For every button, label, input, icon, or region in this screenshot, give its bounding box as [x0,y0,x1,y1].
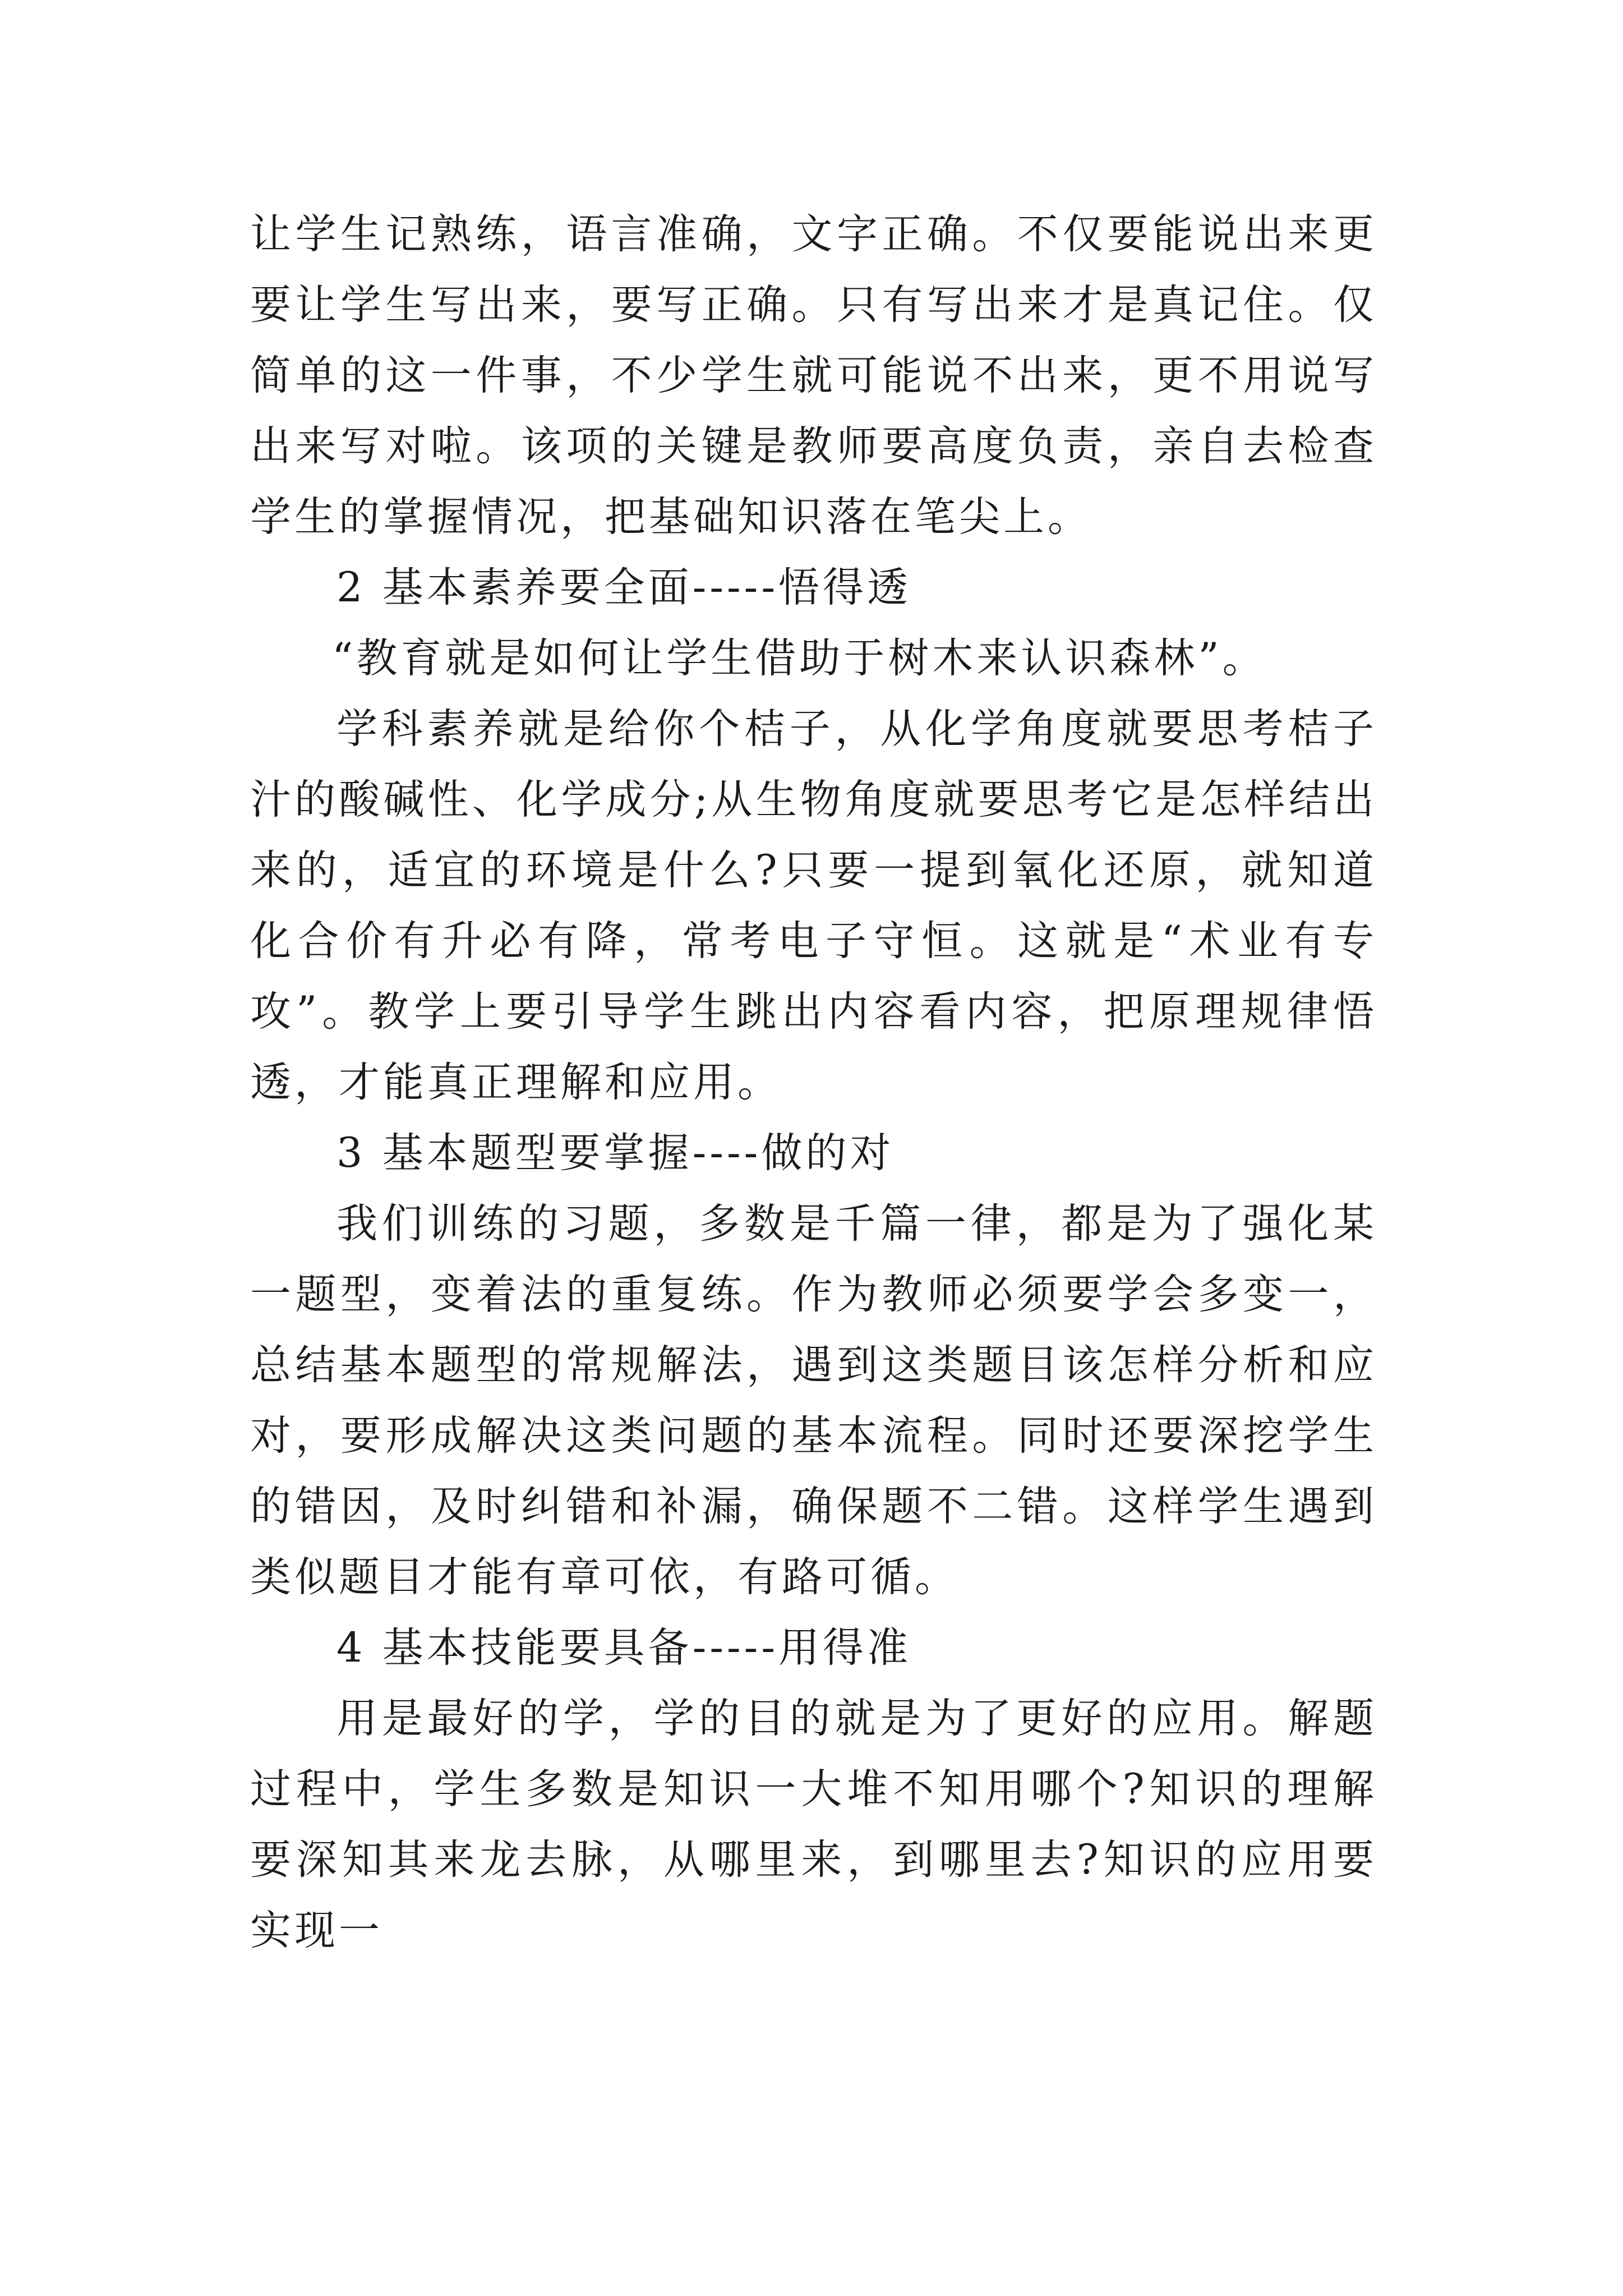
paragraph-subject-literacy: 学科素养就是给你个桔子，从化学角度就要思考桔子汁的酸碱性、化学成分;从生物角度就要思考它是怎样结出来的，适宜的环境是什么?只要一提到氧化还原，就知道化合价有升必有降，常考电子守恒。这就是“术业有专攻”。教学上要引导学生跳出内容看内容，把原理规律悟透，才能真正理解和应用。 [250,705,1377,1106]
heading-basic-question-types: 3 基本题型要掌握----做的对 [336,1129,895,1177]
paragraph-skills: 用是最好的学，学的目的就是为了更好的应用。解题过程中，学生多数是知识一大堆不知用哪个?知识的理解要深知其来龙去脉，从哪里来，到哪里去?知识的应用要实现一 [250,1695,1377,1954]
paragraph-question-types: 我们训练的习题，多数是千篇一律，都是为了强化某一题型，变着法的重复练。作为教师必须要学会多变一，总结基本题型的常规解法，遇到这类题目该怎样分析和应对，要形成解决这类问题的基本流程。同时还要深挖学生的错因，及时纠错和补漏，确保题不二错。这样学生遇到类似题目才能有章可依，有路可循。 [250,1200,1377,1601]
heading-basic-skills: 4 基本技能要具备-----用得准 [336,1624,911,1672]
paragraph-basic-knowledge-end: 让学生记熟练，语言准确，文字正确。不仅要能说出来更要让学生写出来，要写正确。只有写出来才是真记住。仅简单的这一件事，不少学生就可能说不出来，更不用说写出来写对啦。该项的关键是教师要高度负责，亲自去检查学生的掌握情况，把基础知识落在笔尖上。 [250,210,1377,541]
quote-education: “教育就是如何让学生借助于树木来认识森林”。 [332,634,1267,682]
heading-basic-literacy: 2 基本素养要全面-----悟得透 [336,564,911,611]
body-text [250,199,1377,1966]
